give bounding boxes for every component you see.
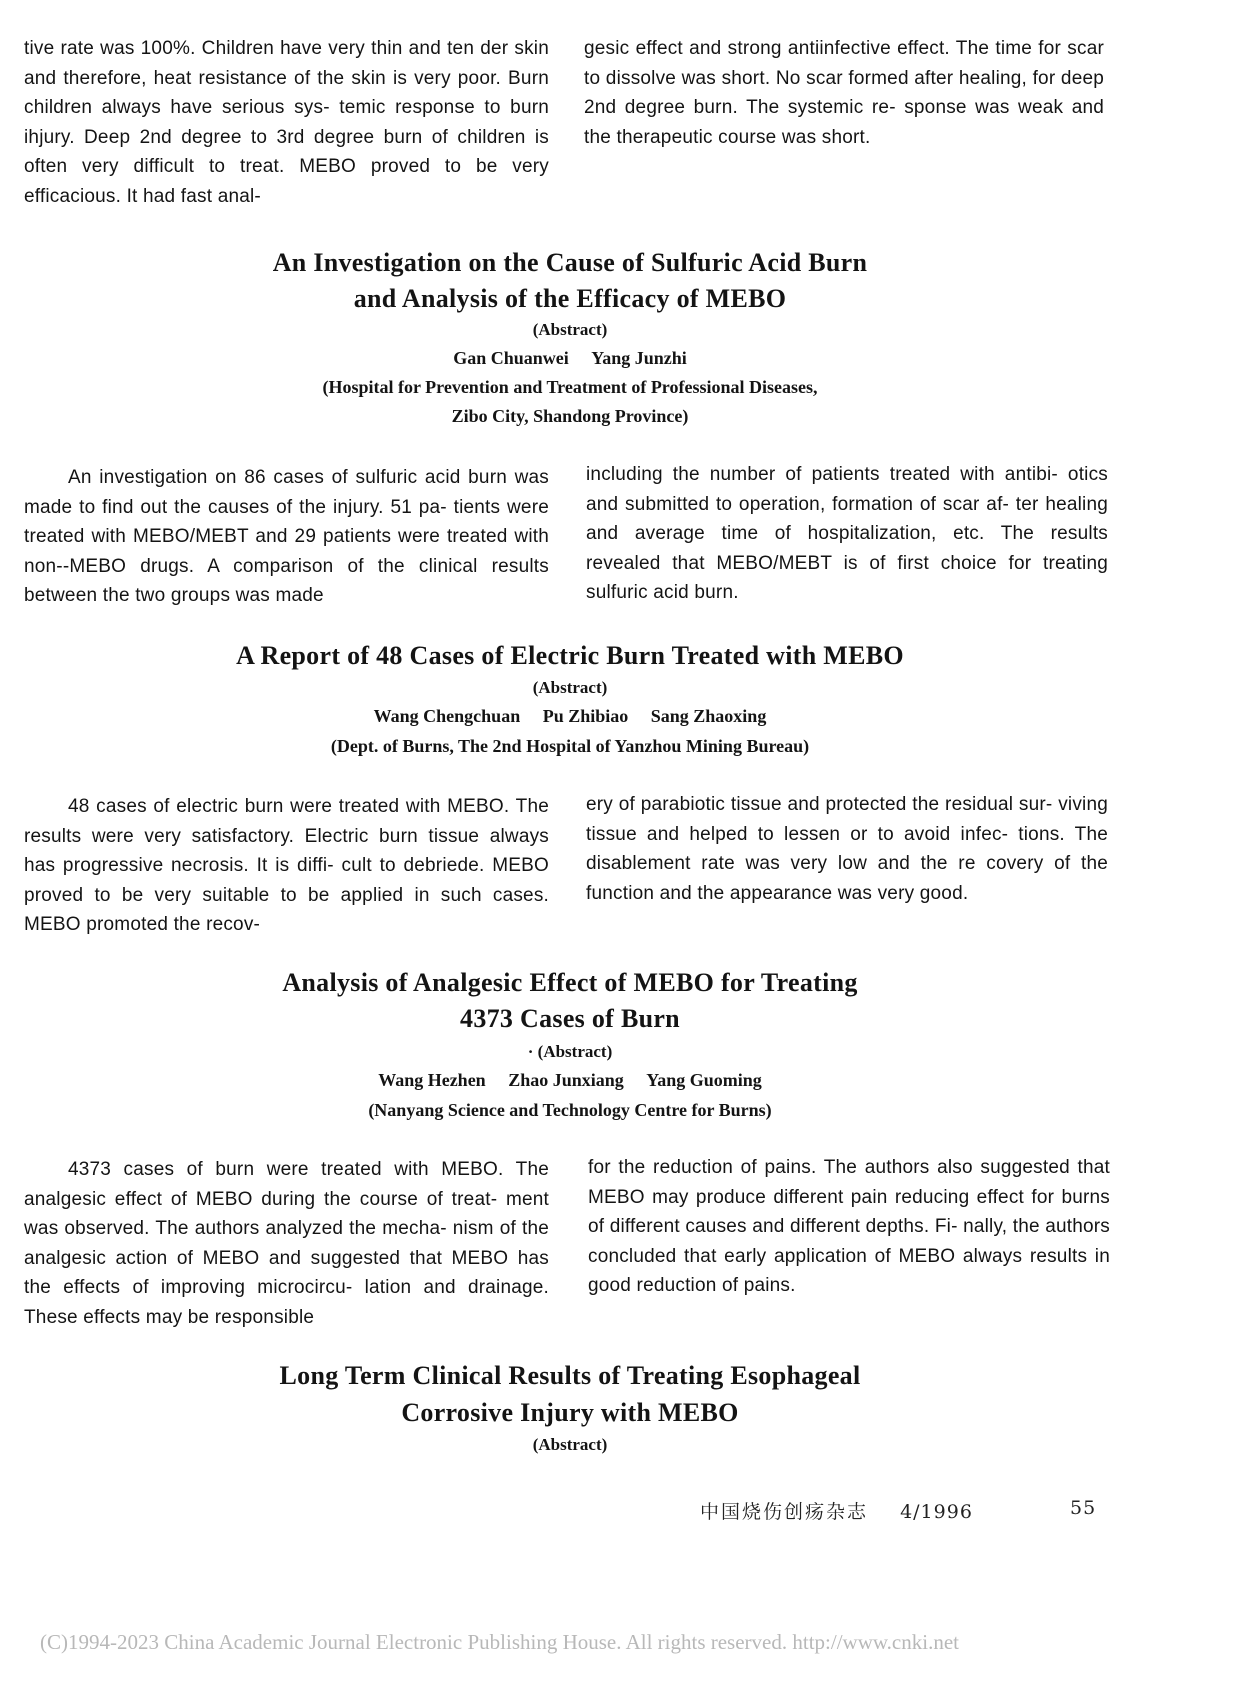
article1-affiliation-line1: (Hospital for Prevention and Treatment of Professional Diseases, bbox=[322, 377, 818, 397]
article3-authors bbox=[0, 1066, 1140, 1095]
article3-right-text: for the reduction of pains. The authors also suggested that MEBO may produce different pain reducing effect for burns of different causes and different depths. Fi- nally, the authors concluded that early application of MEBO always results in good reduction of pains. bbox=[588, 1157, 1110, 1296]
article3-abstract-tag: · (Abstract) bbox=[527, 1042, 613, 1061]
article1-authors bbox=[0, 344, 1140, 373]
article3-author: Wang Hezhen bbox=[378, 1070, 486, 1090]
article2-abstract-tag: (Abstract) bbox=[532, 678, 608, 697]
article1-right-text: including the number of patients treated with antibi- otics and submitted to operation, formation of scar af- ter healing and average time of hospitalization, etc. The results revealed that MEBO/MEBT is of first choice for treating sulfuric acid burn. bbox=[586, 464, 1108, 603]
article1-right-column bbox=[586, 460, 1108, 608]
article2-left-column bbox=[24, 792, 549, 940]
article2-title: A Report of 48 Cases of Electric Burn Treated with MEBO bbox=[236, 641, 904, 670]
top-left-column bbox=[24, 34, 549, 211]
article2-author: Wang Chengchuan bbox=[373, 706, 521, 726]
article1-left-column bbox=[24, 463, 549, 611]
article2-right-column bbox=[586, 790, 1108, 908]
article3-left-text: 4373 cases of burn were treated with MEBO. The analgesic effect of MEBO during the course of treat- ment was observed. The authors analyzed the mecha- nism of the analgesic action of MEBO and suggested that MEBO has the effects of improving microcircu- lation and drainage. These effects may be responsible bbox=[24, 1159, 549, 1328]
journal-name: 中国烧伤创疡杂志 bbox=[700, 1501, 869, 1523]
article4-title-line2: Corrosive Injury with MEBO bbox=[401, 1398, 739, 1427]
page-number: 55 bbox=[1070, 1497, 1097, 1519]
top-right-text: gesic effect and strong antiinfective effect. The time for scar to dissolve was short. No scar formed after healing, for deep 2nd degree burn. The systemic re- sponse was weak and the therapeutic course was short. bbox=[584, 38, 1104, 148]
article1-abstract-tag: (Abstract) bbox=[532, 320, 608, 339]
article1-title-line1: An Investigation on the Cause of Sulfuric Acid Burn bbox=[272, 248, 868, 277]
article3-title-line1: Analysis of Analgesic Effect of MEBO for Treating bbox=[282, 968, 858, 997]
article3-author: Yang Guoming bbox=[646, 1070, 762, 1090]
article2-author: Pu Zhibiao bbox=[542, 706, 629, 726]
article1-left-text: An investigation on 86 cases of sulfuric acid burn was made to find out the causes of the injury. 51 pa- tients were treated with MEBO/MEBT and 29 patients were treated with non--MEBO drugs. A comparison of the clinical results between the two groups was made bbox=[24, 467, 549, 606]
article3-left-column bbox=[24, 1155, 549, 1332]
top-right-column bbox=[584, 34, 1104, 152]
article2-affiliation: (Dept. of Burns, The 2nd Hospital of Yanzhou Mining Bureau) bbox=[330, 736, 810, 756]
article3-author: Zhao Junxiang bbox=[508, 1070, 624, 1090]
article4-title-line1: Long Term Clinical Results of Treating Esophageal bbox=[279, 1361, 861, 1390]
journal-issue: 4/1996 bbox=[900, 1501, 973, 1523]
copyright-notice: (C)1994-2023 China Academic Journal Electronic Publishing House. All rights reserved. http://www.cnki.net bbox=[40, 1630, 959, 1654]
article3-title-line2: 4373 Cases of Burn bbox=[460, 1004, 680, 1033]
article3-right-column bbox=[588, 1153, 1110, 1301]
top-left-text: tive rate was 100%. Children have very thin and ten der skin and therefore, heat resistance of the skin is very poor. Burn children always have serious sys- temic response to burn ihjury. Deep 2nd degree to 3rd degree burn of children is often very difficult to treat. MEBO proved to be very efficacious. It had fast anal- bbox=[24, 38, 549, 207]
article2-right-text: ery of parabiotic tissue and protected the residual sur- viving tissue and helped to lessen or to avoid infec- tions. The disablement rate was very low and the re covery of the function and the appearance was very good. bbox=[586, 794, 1108, 904]
article2-author: Sang Zhaoxing bbox=[650, 706, 767, 726]
article2-authors bbox=[0, 702, 1140, 731]
article1-title-line2: and Analysis of the Efficacy of MEBO bbox=[353, 284, 787, 313]
article1-affiliation-line2: Zibo City, Shandong Province) bbox=[451, 406, 689, 426]
article1-author: Yang Junzhi bbox=[591, 348, 687, 368]
page-footer bbox=[700, 1497, 1097, 1524]
article2-left-text: 48 cases of electric burn were treated with MEBO. The results were very satisfactory. Electric burn tissue always has progressive necrosis. It is diffi- cult to debriede. MEBO proved to be very suitable to be applied in such cases. MEBO promoted the recov- bbox=[24, 796, 549, 935]
article3-affiliation: (Nanyang Science and Technology Centre for Burns) bbox=[368, 1100, 772, 1120]
article1-author: Gan Chuanwei bbox=[453, 348, 569, 368]
article4-abstract-tag: (Abstract) bbox=[532, 1435, 608, 1454]
